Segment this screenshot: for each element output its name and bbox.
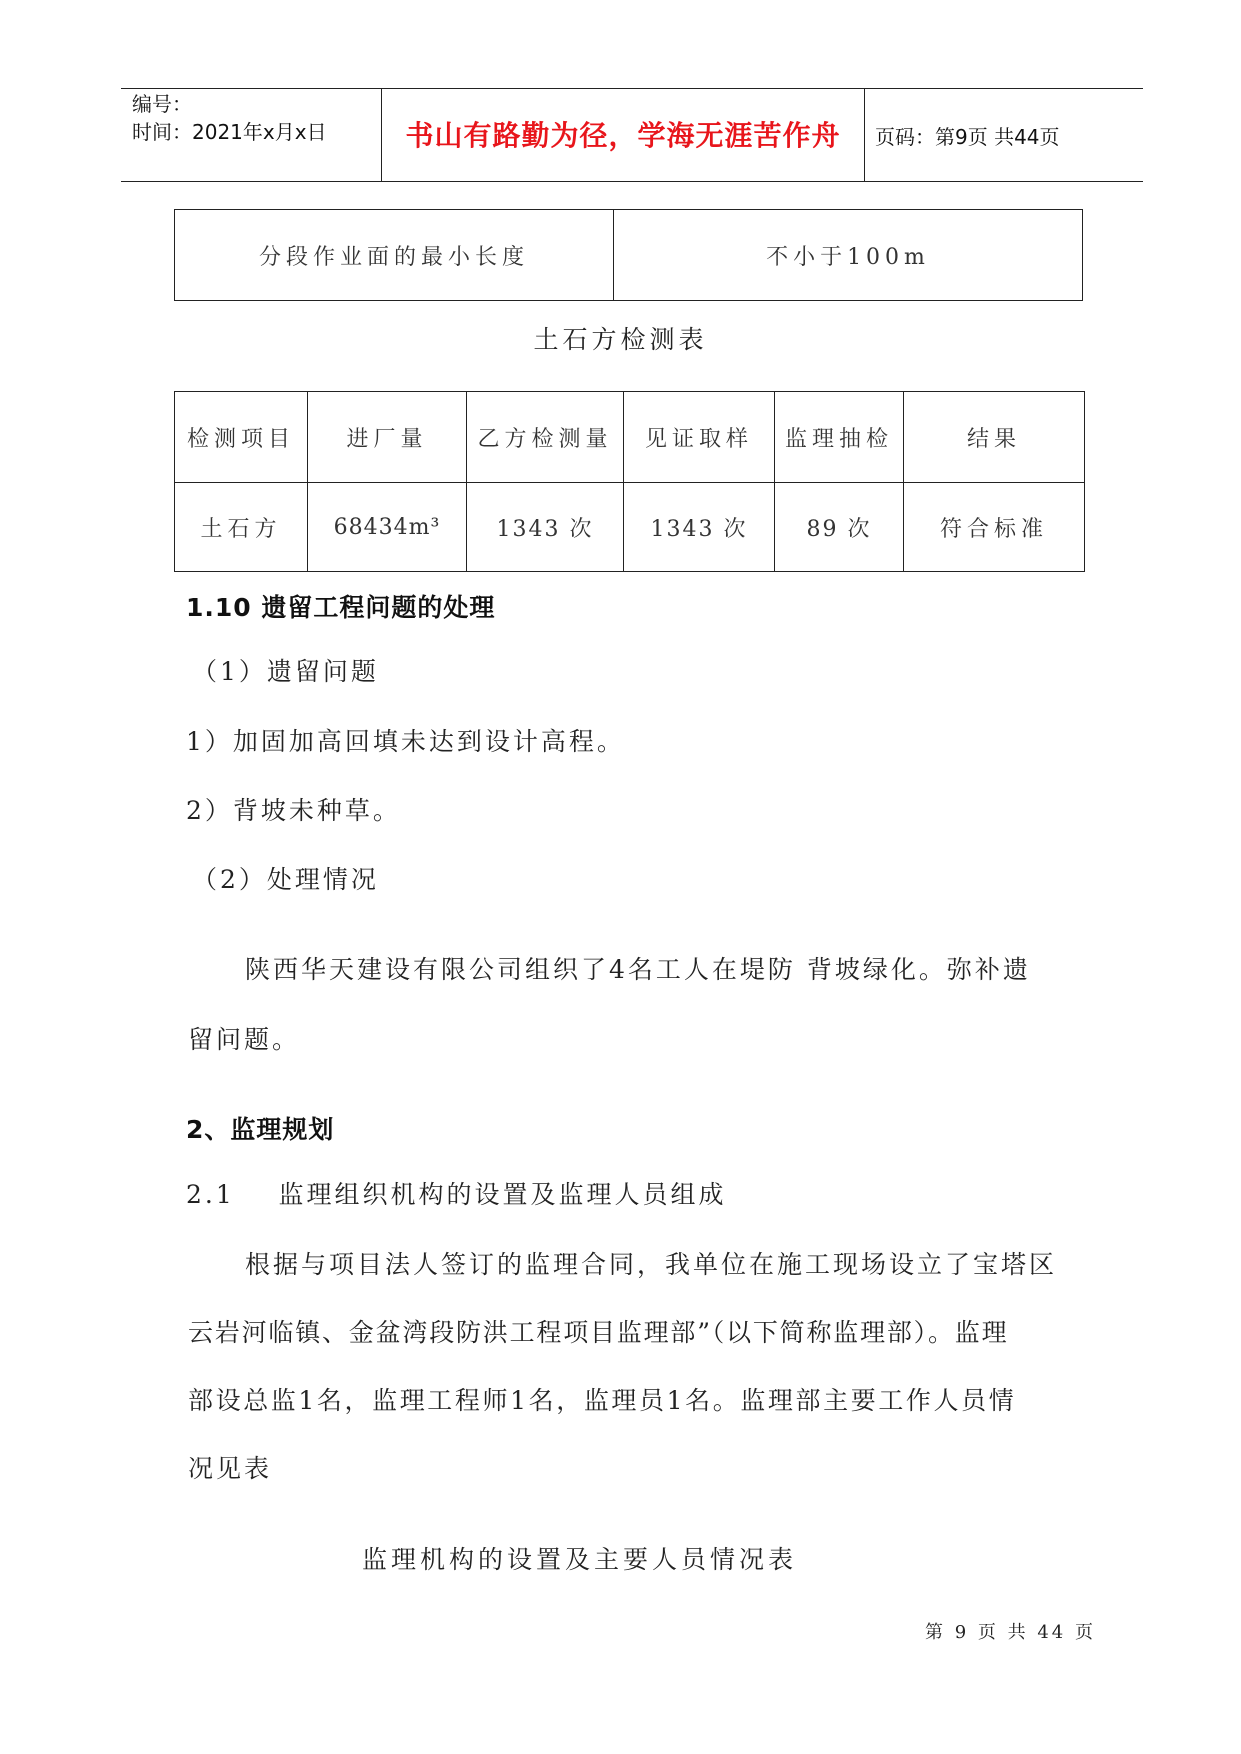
table-row (175, 483, 1085, 572)
table-header-cell: 进厂量 (308, 392, 467, 483)
min-length-table (174, 209, 1083, 301)
earthwork-table (174, 391, 1085, 572)
table-header-cell: 监理抽检 (775, 392, 904, 483)
paragraph-line: 陕西华天建设有限公司组织了4名工人在堤防 背坡绿化。弥补遗 (245, 955, 1031, 984)
table-cell: 1343 次 (467, 483, 624, 572)
table-cell: 89 次 (775, 483, 904, 572)
table-header-cell: 结果 (904, 392, 1085, 483)
list-item: 1）加固加高回填未达到设计高程。 (186, 727, 625, 756)
table-cell: 分段作业面的最小长度 (175, 210, 614, 301)
subheading-2-1: 2.1 监理组织机构的设置及监理人员组成 (186, 1180, 727, 1209)
table-header-row (175, 392, 1085, 483)
header-number: 编号： (132, 92, 192, 116)
table-cell: 1343 次 (624, 483, 775, 572)
paragraph-line: 留问题。 (188, 1025, 301, 1054)
subheading-legacy-issues: （1）遗留问题 (192, 657, 379, 686)
table-cell: 68434m³ (308, 483, 467, 572)
paragraph-line: 云岩河临镇、金盆湾段防洪工程项目监理部”（以下简称监理部）。监理 (188, 1318, 1009, 1347)
table-header-cell: 检测项目 (175, 392, 308, 483)
table-header-cell: 见证取样 (624, 392, 775, 483)
section-heading-1-10: 1.10 遗留工程问题的处理 (186, 593, 496, 622)
header-time: 时间：2021年x月x日 (132, 120, 327, 144)
earthwork-table-caption: 土石方检测表 (533, 325, 708, 354)
paragraph-line: 根据与项目法人签订的监理合同，我单位在施工现场设立了宝塔区 (245, 1250, 1058, 1279)
header-divider-right (864, 88, 865, 181)
header-bottom-rule (121, 181, 1143, 182)
table-header-cell: 乙方检测量 (467, 392, 624, 483)
paragraph-line: 况见表 (188, 1454, 273, 1483)
table-cell: 符合标准 (904, 483, 1085, 572)
list-item: 2）背坡未种草。 (186, 796, 401, 825)
footer-page-number: 第 9 页 共 44 页 (925, 1622, 1096, 1643)
table-cell: 土石方 (175, 483, 308, 572)
table-cell: 不小于100m (614, 210, 1083, 301)
paragraph-line: 部设总监1名，监理工程师1名，监理员1名。监理部主要工作人员情 (188, 1386, 1017, 1415)
header-page-number: 页码：第9页 共44页 (875, 125, 1060, 149)
section-heading-2: 2、监理规划 (186, 1115, 335, 1144)
header-meta (132, 90, 327, 146)
table-row (175, 210, 1083, 301)
header-top-rule (121, 88, 1143, 89)
subheading-handling: （2）处理情况 (192, 865, 379, 894)
staff-table-caption: 监理机构的设置及主要人员情况表 (362, 1545, 798, 1574)
header-motto: 书山有路勤为径，学海无涯苦作舟 (405, 119, 841, 152)
